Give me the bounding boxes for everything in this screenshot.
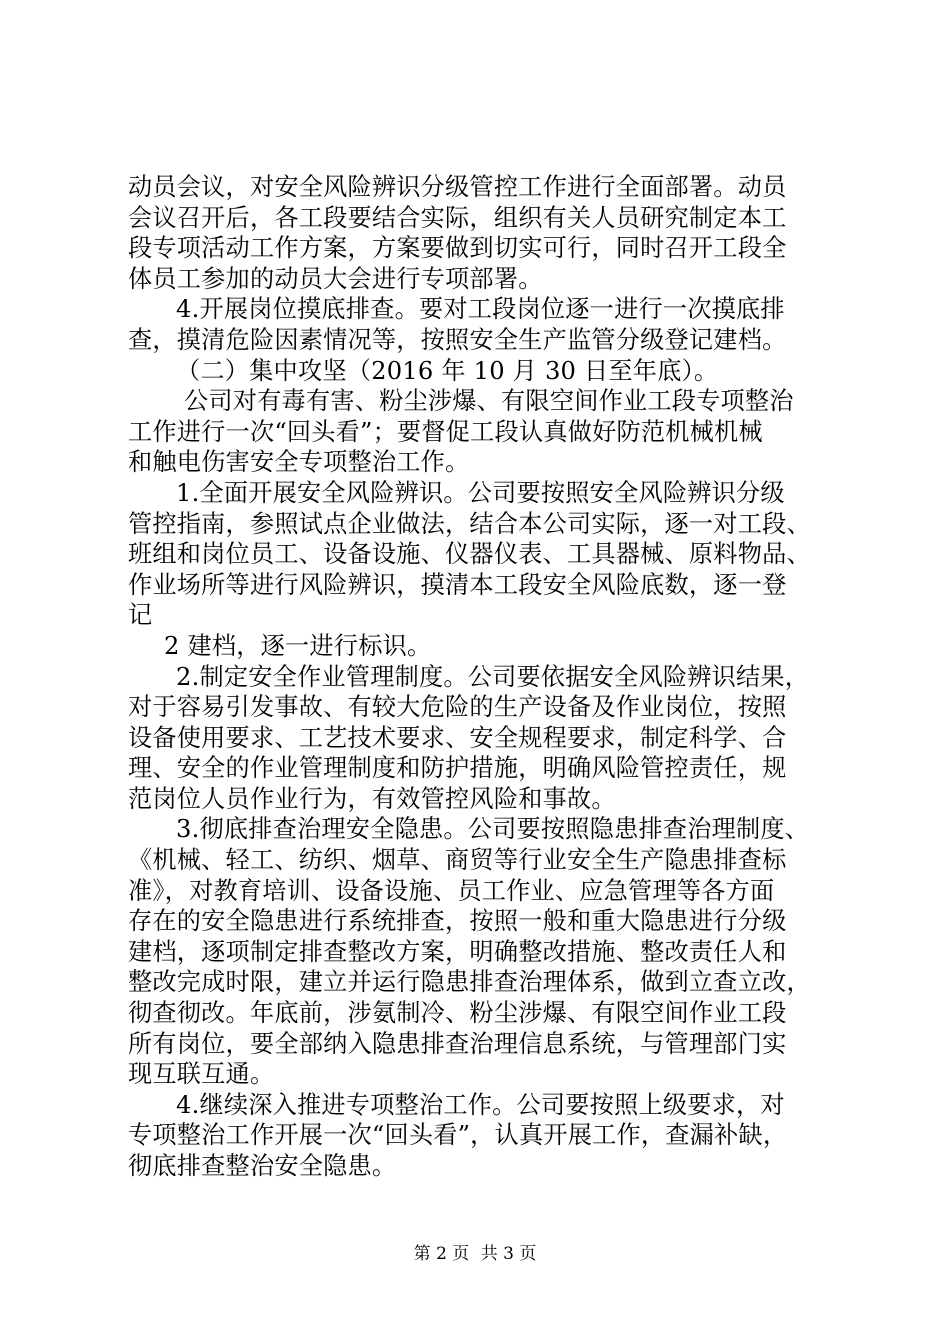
text-line: 设备使用要求、工艺技术要求、安全规程要求，制定科学、合	[128, 723, 787, 752]
section-heading: （二）集中攻坚（2016 年 10 月 30 日至年底）。	[176, 356, 719, 385]
text-line: 整改完成时限，建立并运行隐患排查治理体系，做到立查立改，	[128, 968, 811, 997]
text-line: 准》，对教育培训、设备设施、员工作业、应急管理等各方面	[128, 876, 775, 905]
text-line: 体员工参加的动员大会进行专项部署。	[128, 264, 543, 293]
text-line: 工作进行一次“回头看”；要督促工段认真做好防范机械机械	[128, 417, 763, 446]
text-line: 专项整治工作开展一次“回头看”，认真开展工作，查漏补缺，	[128, 1121, 788, 1150]
text-line: 4.开展岗位摸底排查。要对工段岗位逐一进行一次摸底排	[176, 295, 785, 324]
page-number: 第 2 页	[413, 1244, 470, 1264]
page-footer	[0, 1244, 950, 1264]
text-line: 存在的安全隐患进行系统排查，按照一般和重大隐患进行分级	[128, 907, 787, 936]
text-line: 管控指南，参照试点企业做法，结合本公司实际，逐一对工段、	[128, 509, 811, 538]
text-line: 理、安全的作业管理制度和防护措施，明确风险管控责任，规	[128, 754, 787, 783]
text-line: 公司对有毒有害、粉尘涉爆、有限空间作业工段专项整治	[184, 387, 794, 416]
text-line: 1.全面开展安全风险辨识。公司要按照安全风险辨识分级	[176, 478, 785, 507]
text-line: 4.继续深入推进专项整治工作。公司要按照上级要求，对	[176, 1090, 785, 1119]
text-line: 查，摸清危险因素情况等，按照安全生产监管分级登记建档。	[128, 325, 787, 354]
text-line: 作业场所等进行风险辨识，摸清本工段安全风险底数，逐一登	[128, 570, 787, 599]
text-line: 2.制定安全作业管理制度。公司要依据安全风险辨识结果，	[176, 662, 810, 691]
page-total: 共 3 页	[480, 1244, 537, 1264]
text-line: 班组和岗位员工、设备设施、仪器仪表、工具器械、原料物品、	[128, 540, 811, 569]
text-line: 会议召开后，各工段要结合实际，组织有关人员研究制定本工	[128, 203, 787, 232]
document-body	[128, 172, 840, 1182]
text-line: 和触电伤害安全专项整治工作。	[128, 448, 470, 477]
text-line: 范岗位人员作业行为，有效管控风险和事故。	[128, 784, 616, 813]
text-line: 对于容易引发事故、有较大危险的生产设备及作业岗位，按照	[128, 693, 787, 722]
text-line: 《机械、轻工、纺织、烟草、商贸等行业安全生产隐患排查标	[128, 846, 787, 875]
text-line: 建档，逐项制定排查整改方案，明确整改措施、整改责任人和	[128, 937, 787, 966]
text-line: 现互联互通。	[128, 1060, 275, 1089]
text-line: 彻底排查整治安全隐患。	[128, 1152, 397, 1180]
text-line: 彻查彻改。年底前，涉氨制冷、粉尘涉爆、有限空间作业工段	[128, 999, 787, 1028]
text-line: 所有岗位，要全部纳入隐患排查治理信息系统，与管理部门实	[128, 1029, 787, 1058]
text-line: 2 建档，逐一进行标识。	[164, 631, 432, 660]
text-line: 段专项活动工作方案，方案要做到切实可行，同时召开工段全	[128, 234, 787, 263]
text-line: 动员会议，对安全风险辨识分级管控工作进行全面部署。动员	[128, 173, 787, 201]
text-line: 3.彻底排查治理安全隐患。公司要按照隐患排查治理制度、	[176, 815, 810, 844]
text-line: 记	[128, 601, 153, 630]
